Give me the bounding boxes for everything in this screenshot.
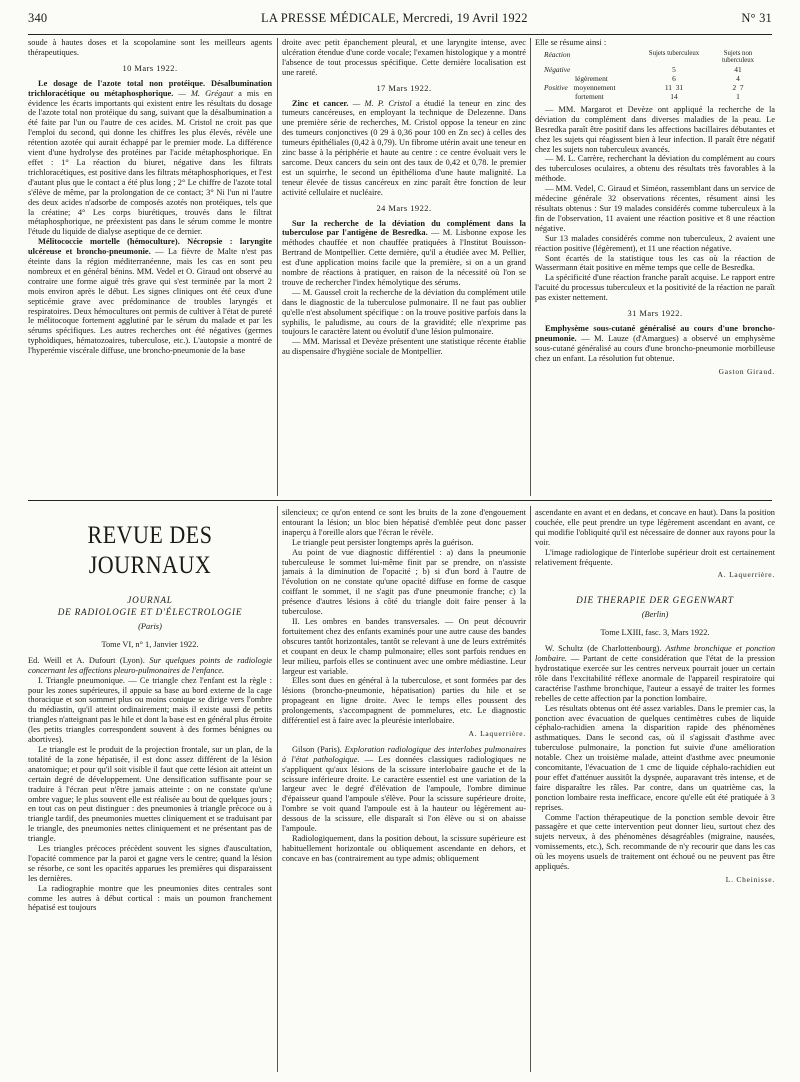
table-cell: 11	[664, 82, 673, 92]
column-divider	[530, 38, 531, 496]
article-body: — M. Lisbonne expose les méthodes chauffée et non chauffée pratiquées à l'Institut Bouisson-Bertrand de Montpellier. Cette dernière, qu'il a étudiée avec M. Pellier, est d'une application moins facile que la première, si on a un grand nombre de réactions à pratiquer, en raison de la nécessité où l'on se trouve de rechercher l'index hémolytique des sérums.	[282, 228, 526, 287]
table-cell: légèrement	[575, 73, 608, 83]
issue-number: N° 31	[741, 11, 772, 25]
paragraph: silencieux; ce qu'on entend ce sont les bruits de la zone d'engouement entourant la lésion; un bloc bien hépatisé d'emblée peut donc passer inaperçu à l'oreille alors que l'écran le révèle.	[282, 508, 526, 537]
article	[282, 99, 526, 198]
paragraph: — M. L. Carrère, recherchant la déviation du complément au cours des tuberculoses oculaires, a obtenu des résultats très favorables à la méthode.	[535, 154, 775, 184]
article-title: Emphysème sous-cutané généralisé au cours d'une broncho-pneumonie.	[535, 323, 775, 343]
author: W. Schultz (de Charlottenbourg).	[545, 644, 662, 654]
table-cell	[645, 83, 703, 92]
bottom-column-3	[535, 508, 775, 1068]
journal-name: JOURNAL	[127, 595, 173, 605]
journal-city: (Berlin)	[641, 610, 669, 620]
article-title: Sur quelques points de radiologie concernant les affections pleuro-pulmonaires de l'enfance.	[28, 655, 272, 675]
column-divider	[277, 38, 278, 496]
article-title: Asthme bronchique et ponction lombaire.	[535, 644, 775, 664]
page-header	[28, 11, 772, 30]
signature: A. Laquerrière.	[717, 570, 775, 580]
article	[28, 79, 272, 238]
article-body: a mis en évidence les écarts importants qui existent entre les résultats du dosage de l'azote total non protéique du sang, suivant que la désalbumination a été faite par l'un ou l'autre de ces acides. M. Cristol ne croit pas que l'emploi du second, qui donne les chiffres les plus élevés, révèle une rétention azotée qui aurait échappé par le premier mode. La différence vient d'une hydrolyse des protéines par l'acide métaphosphorique. En effet : 1° La réaction du biuret, négative dans les filtrats trichloracétiques, est positive dans les filtrats métaphosphoriques, et l'est d'autant plus que le contact a été plus long ; 2° Le chiffre de l'azote total s'élève de même, par la prolongation de ce contact; 3° Ni l'un ni l'autre des deux acides n'adsorbe de composés azotés non protéiques, tels que la créatine; 4° Les corps biurétiques, trouvés dans le filtrat métaphosphorique, ne préexistent pas dans le sérum comme le montre l'étude du liquide de dialyse aseptique de ce dernier.	[28, 88, 272, 237]
article	[28, 656, 272, 676]
article	[282, 745, 526, 834]
journal-city: (Paris)	[138, 622, 162, 631]
table-row	[541, 83, 767, 92]
table-row	[541, 65, 767, 74]
signature: Gaston Giraud.	[718, 366, 775, 376]
table-cell	[541, 83, 639, 92]
table-cell: 1	[736, 91, 740, 101]
column-divider	[530, 506, 531, 1072]
paragraph: Comme l'action thérapeutique de la ponction semble devoir être passagère et que cette intervention peut donner lieu, surtout chez des sujets nerveux, à des phénomènes désagréables (migraine, nausées, vomissements, etc.), Sch. recommande de n'y recourir que dans les cas où les moyens usuels de traitement ont échoué ou ne peuvent pas être appliqués.	[535, 812, 775, 872]
paragraph: — MM. Margarot et Devèze ont appliqué la recherche de la déviation du complément dans diverses maladies de la peau. Le Besredka paraît être positif dans les affections bacillaires débutantes et chez les sujets qui réagissent bien à leur infection. Il paraît être négatif chez les sujets non tuberculeux avancés.	[535, 104, 775, 154]
paragraph: Au point de vue diagnostic différentiel : a) dans la pneumonie tuberculeuse le sommet lui-même finit par se prendre, on n'assiste jamais à la diminution de l'opacité ; b) si d'un bord à l'autre de l'évolution on ne constate qu'une opacité diffuse en forme de casque coiffant le sommet, il ne s'agit pas d'une pneumonie franche; c) la présence d'autres lésions à côté du triangle doit faire penser à la tuberculose.	[282, 547, 526, 617]
paragraph: Le triangle est le produit de la projection frontale, sur un plan, de la totalité de la zone hépatisée, il est donc assez différent de la lésion anatomique; et pour qu'il soit visible il faut que cette lésion ait atteint un certain degré de développement. Une densification suffisante pour se traduire à l'écran peut n'être jamais atteinte : on ne constate qu'une ombre vague; le plus souvent elle est réalisée au bout de quelques jours ; en tout cas on peut distinguer : des pneumonies à triangle précoce ou à triangle tardif, des pneumonies muettes cliniquement et se traduisant par le triangle, des pneumonies nettes cliniquement et ne présentant pas de triangle.	[28, 744, 272, 844]
paragraph: La radiographie montre que les pneumonies dites centrales sont comme les autres à début cortical : mais un poumon franchement hépatisé est toujours	[28, 883, 272, 913]
signature: A. Laquerrière.	[468, 728, 526, 738]
article-title: Sur la recherche de la déviation du complément dans la tuberculose par l'antigène de Besredka.	[282, 218, 526, 238]
article-body: — Les données classiques radiologiques ne s'appliquent qu'aux lésions de la scissure interlobaire gauche et de la scissure inférieure droite. Le caractère essentiel est une variation de la largeur avec le degré d'élévation de l'ampoule, l'ombre diminue d'épaisseur quand l'ampoule s'élève. Pour la scissure supérieure droite, l'ombre se voit quand l'ampoule est à la hauteur ou légèrement au-dessous de la scissure, elle disparaît si l'on élève ou si on abaisse l'ampoule.	[282, 754, 526, 834]
paragraph: I. Triangle pneumonique. — Ce triangle chez l'enfant est la règle : pour les zones supérieures, il appuie sa base au bord externe de la cage thoracique et son sommet plus ou moins conique se dirige vers l'ombre du médiastin, qu'il atteint ordinairement; mais il existe aussi de petits triangles n'atteignant pas le hile et dont la base est en général plus étroite (les petits triangles correspondent souvent à des formes bénignes ou abortives).	[28, 675, 272, 745]
top-column-2	[282, 38, 526, 498]
article-body: — Partant de cette considération que l'état de la pression hydrostatique exercée sur les centres nerveux pourrait jouer un certain rôle dans l'excitabilité réflexe anormale de l'appareil respiratoire qui caractérise l'asthme bronchique, l'auteur a essayé de traiter les formes rebelles de cette affection par la ponction lombaire.	[535, 654, 775, 703]
session-date: 24 Mars 1922.	[376, 203, 432, 213]
article-body: a étudié la teneur en zinc des tumeurs cancéreuses, en employant la technique de Delezenne. Dans une première série de recherches, M. Cristol oppose la teneur en zinc des tumeurs conjonctives (0 29 à 0,36 pour 100 en Zn sec) à celles des tumeurs épithéliales (0,42 à 0,79). Un fibrome utérin avait une teneur en zinc basse à la périphérie et haute au centre : ce centre évoluait vers le sarcome. Deux cancers du sein ont des taux de 0,42 et 0,78. le premier est un squirrhe, le second un épithélioma d'une haute malignité. La teneur élevée de tissus cancéreux en zinc paraît être fonction de leur activité cellulaire et nucléaire.	[282, 98, 526, 197]
table-cell: 2	[732, 82, 737, 92]
bottom-column-1	[28, 508, 272, 1068]
table-cell	[709, 83, 767, 92]
author: Ed. Weill et A. Dufourt (Lyon).	[28, 655, 145, 665]
paragraph: droite avec petit épanchement pleural, et une laryngite intense, avec ulcération étendue d'une corde vocale; l'examen histologique y a montré l'absence de tout processus spécifique. Cette dernière localisation est une rareté.	[282, 38, 526, 77]
column-divider	[277, 506, 278, 1072]
article-title: Zinc et cancer.	[292, 98, 349, 108]
paragraph: — MM. Vedel, C. Giraud et Siméon, rassemblant dans un service de médecine générale 32 observations récentes, résument ainsi les résultats obtenus : Sur 19 malades considérés comme tuberculeux à la fin de l'observation, 11 avaient une réaction positive et 8 une réaction négative.	[535, 184, 775, 233]
signature: L. Cheinisse.	[725, 875, 775, 884]
table-cell: moyennement	[573, 82, 616, 92]
table-cell: 5	[672, 64, 676, 74]
results-table	[541, 50, 767, 101]
journal-volume: Tome VI, n° 1, Janvier 1922.	[101, 639, 199, 649]
author: — M. P. Cristol	[352, 98, 412, 108]
table-cell: 41	[734, 64, 742, 74]
top-column-3	[535, 38, 775, 498]
table-cell: 31	[675, 82, 684, 92]
table-cell: 14	[670, 91, 678, 101]
table-row	[541, 92, 767, 101]
article-body: — La fièvre de Malte n'est pas éteinte dans la région méditerranéenne, mais les cas en sont peu nombreux et en général bénins. MM. Vedel et O. Giraud ont observé au contraire une forme aiguë très grave qui s'est terminée par la mort 2 mois environ après le début. Les signes cliniques ont été ceux d'une septicémie grave avec prédominance de troubles laryngés et respiratoires. Deux hémocultures ont permis de cultiver à l'état de pureté le mélitocoque fortement agglutiné par le sérum du malade et par les sérums spécifiques. Les autres recherches ont été négatives (germes typhoïdiques, hématozoaires, tuberculose, etc.). L'autopsie a montré de l'hyperémie viscérale diffuse, une broncho-pneumonie de la base	[28, 247, 272, 356]
article-title: Exploration radiologique des interlobes pulmonaires à l'état pathologique.	[282, 744, 526, 764]
paragraph: II. Les ombres en bandes transversales. — On peut découvrir fortuitement chez des enfants examinés pour une autre cause des bandes obscures tantôt horizontales, tantôt se relevant à une de leurs extrémités et coupant en deux le champ pulmonaire; elles sont parfois rendues en leur milieu, parfois elles se continuent avec une ombre médiastine. Leur largeur est variable.	[282, 616, 526, 676]
section-title: REVUE DES JOURNAUX	[87, 520, 213, 579]
paragraph: Sur 13 malades considérés comme non tuberculeux, 2 avaient une réaction positive (légèrement), et 11 une réaction négative.	[535, 233, 775, 253]
article	[535, 324, 775, 364]
table-cell: Négative	[544, 64, 571, 74]
running-title: LA PRESSE MÉDICALE, Mercredi, 19 Avril 1922	[261, 11, 528, 25]
page-number: 340	[28, 11, 48, 25]
session-date: 10 Mars 1922.	[122, 63, 178, 73]
paragraph: Radiologiquement, dans la position debout, la scissure supérieure est habituellement horizontale ou obliquement ascendante en dehors, et concave en bas (contrairement au type admis; obliquement	[282, 834, 526, 863]
paragraph: Les résultats obtenus ont été assez variables. Dans le premier cas, la ponction avec évacuation de quelques centimètres cubes de liquide céphalo-rachidien amena la disparition rapide des phénomènes asthmatiques. Dans le second cas, où il s'agissait d'asthme avec tuberculose pulmonaire, la ponction fut suivie d'une amélioration notable. Chez un troisième malade, atteint d'asthme avec pneumonie concomitante, l'évacuation de 1 cmc de liquide céphalo-rachidien eut pour effet d'atténuer aussitôt la dyspnée, auparavant très intense, et de faire disparaître les râles. Par contre, dans un quatrième cas, la ponction lombaire resta inefficace, encore qu'elle eût été pratiquée à 3 reprises.	[535, 703, 775, 812]
journal-name: DE RADIOLOGIE ET D'ÉLECTROLOGIE	[57, 607, 243, 617]
table-header	[541, 50, 767, 65]
table-cell: fortement	[575, 91, 604, 101]
header-rule	[28, 34, 772, 35]
paragraph: Elle se résume ainsi :	[535, 38, 607, 47]
article-title: Mélitococcie mortelle (hémoculture). Nécropsie : laryngite ulcéreuse et broncho-pneumonie.	[28, 237, 272, 257]
bottom-column-2	[282, 508, 526, 1068]
table-cell: 7	[739, 82, 744, 92]
paragraph: Elles sont dues en général à la tuberculose, et sont formées par des lésions (broncho-pneumonie, hépatisation) parties du hile et se propageant en ligne droite. Avec le temps elles poussent des prolongements, s'accompagnent de pommelures, etc. Le diagnostic différentiel est à faire avec la pleurésie interlobaire.	[282, 676, 526, 726]
table-row	[541, 74, 767, 83]
paragraph: Le triangle peut persister longtemps après la guérison.	[292, 537, 474, 547]
table-cell: Positive	[544, 82, 568, 92]
author: Gilson (Paris).	[292, 744, 342, 754]
paragraph: Les triangles précoces précèdent souvent les signes d'auscultation, l'opacité commence par la paroi et gagne vers le centre; quand la lésion se résorbe, ce sont les opacités apparues les premières qui disparaissent les dernières.	[28, 844, 272, 883]
article	[282, 219, 526, 288]
paragraph: soude à hautes doses et la scopolamine sont les meilleurs agents thérapeutiques.	[28, 38, 272, 57]
journal-volume: Tome LXIII, fasc. 3, Mars 1922.	[600, 628, 710, 638]
session-date: 31 Mars 1922.	[627, 309, 683, 319]
paragraph: La spécificité d'une réaction franche paraît acquise. Le rapport entre l'acuité du processus tuberculeux et la positivité de la réaction ne paraît pas exister nettement.	[535, 273, 775, 303]
paragraph: ascendante en avant et en dedans, et concave en haut). Dans la position couchée, elle peut prendre un type légèrement ascendant en avant, ce qui modifie l'obliquité qu'il est nécessaire de donner aux rayons pour la voir.	[535, 508, 775, 547]
table-header-cell: Réaction	[544, 49, 571, 59]
article	[28, 237, 272, 356]
paragraph: — M. Gaussel croit la recherche de la déviation du complément utile dans le diagnostic de la tuberculose pulmonaire. Il ne faut pas oublier qu'elle n'est absolument spécifique : on la trouve positive parfois dans la syphilis, le paludisme, au cours de la gravidité; elle n'exprime pas toujours le caractère latent ou évolutif d'une lésion pulmonaire.	[282, 287, 526, 337]
journal-name: DIE THERAPIE DER GEGENWART	[576, 595, 734, 606]
author: — M. Grégaut	[178, 88, 234, 98]
paragraph: Sont écartés de la statistique tous les cas où la réaction de Wassermann était positive en même temps que celle de Besredka.	[535, 253, 775, 273]
table-cell: 4	[736, 73, 740, 83]
article	[535, 644, 775, 703]
table-header-cell: Sujets tuberculeux	[648, 49, 700, 57]
paragraph: L'image radiologique de l'interlobe supérieur droit est certainement relativement fréquente.	[535, 547, 775, 567]
top-column-1	[28, 38, 272, 498]
paragraph: — MM. Marissal et Devèze présentent une statistique récente établie au dispensaire d'hygiène sociale de Montpellier.	[282, 337, 526, 357]
article-title: Le dosage de l'azote total non protéique. Désalbumination trichloracétique ou métaphosphorique.	[28, 78, 272, 98]
table-header-cell: Sujets non tuberculeux	[721, 49, 755, 65]
table-cell: 6	[672, 73, 676, 83]
section-rule	[28, 500, 772, 501]
session-date: 17 Mars 1922.	[376, 83, 432, 93]
article-body: — M. Lauze (d'Amargues) a observé un emphysème sous-cutané généralisé au cours d'une broncho-pneumonie morbilleuse chez un enfant. La résolution fut obtenue.	[535, 333, 775, 363]
